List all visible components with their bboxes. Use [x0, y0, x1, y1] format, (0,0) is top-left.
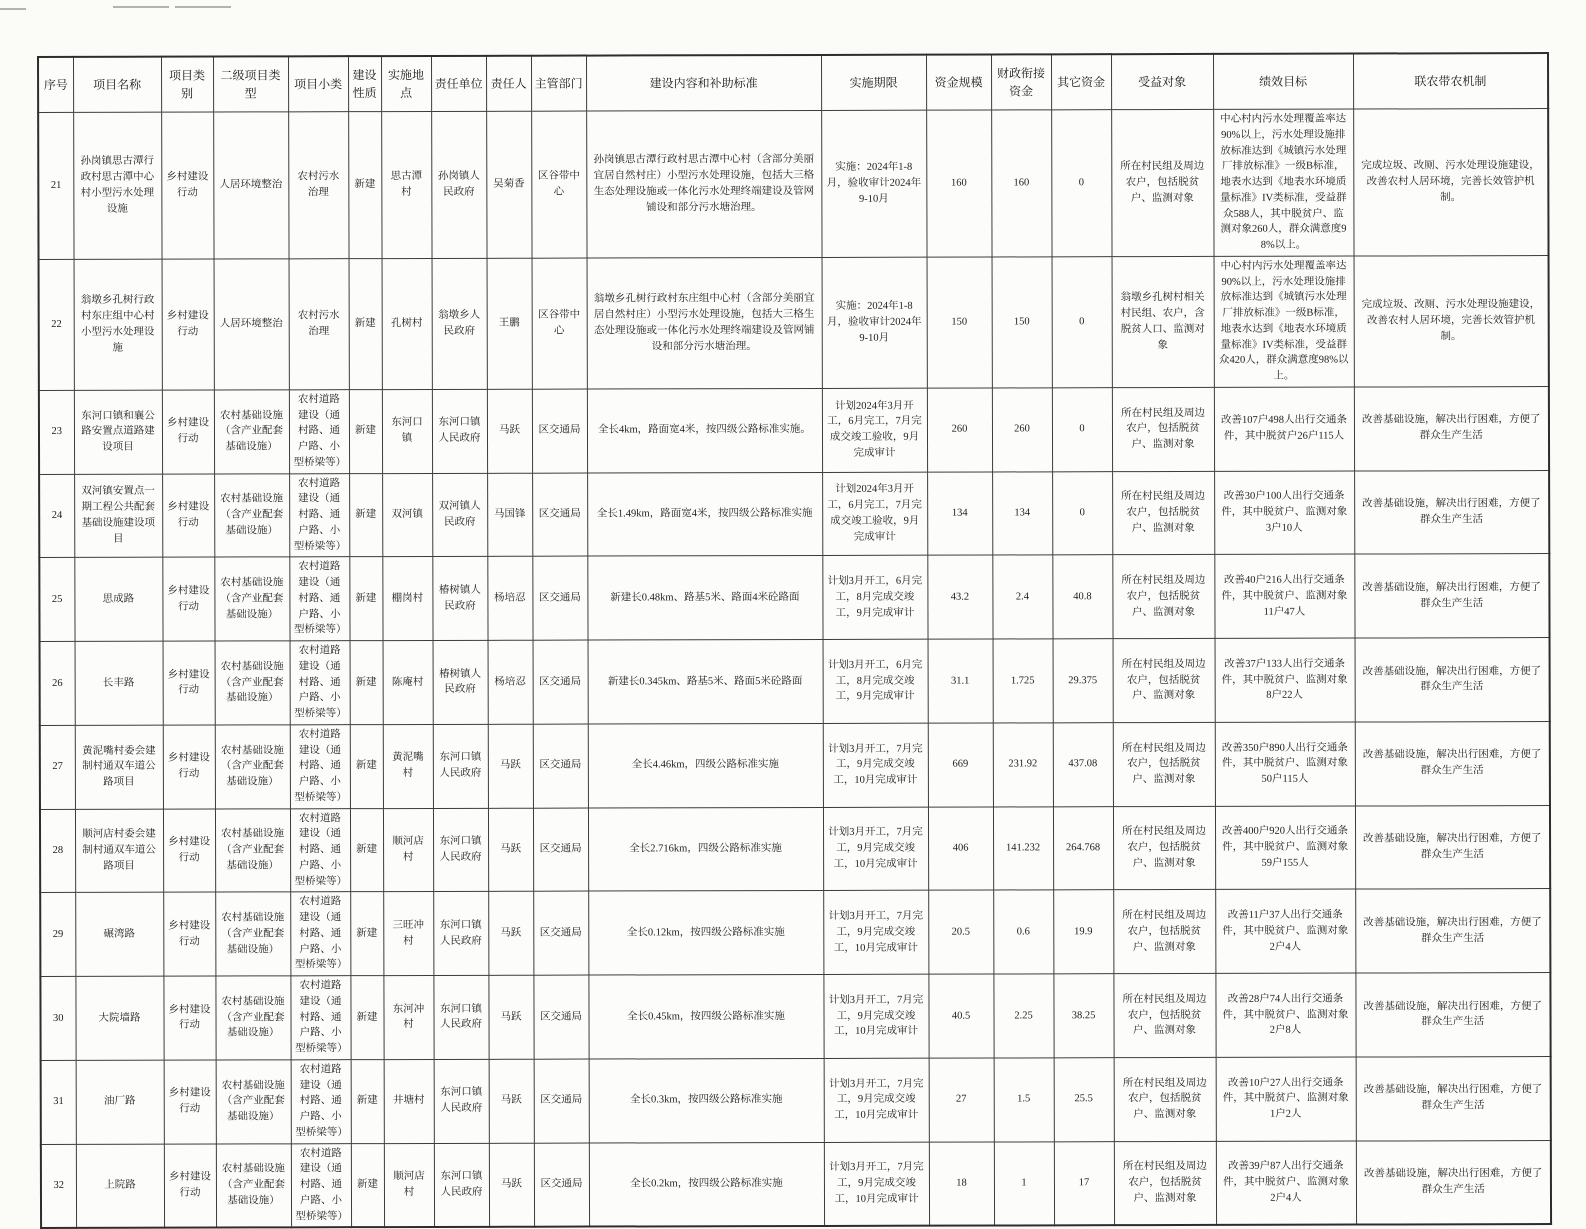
- cell-other-funds: 19.9: [1053, 890, 1113, 974]
- cell-other-funds: 17: [1054, 1141, 1114, 1225]
- cell-subclass: 农村道路建设（通村路、通户路、小型桥梁等）: [289, 557, 349, 641]
- col-header-secondary-type: 二级项目类型: [213, 56, 288, 112]
- cell-subclass: 农村道路建设（通村路、通户路、小型桥梁等）: [289, 473, 349, 557]
- cell-content-standard: 全长0.45km，按四级公路标准实施: [588, 974, 823, 1058]
- cell-responsible-person: 王鹏: [487, 258, 532, 389]
- cell-fiscal-funds: 1.5: [994, 1058, 1054, 1142]
- cell-responsible-person: 马跃: [488, 891, 533, 975]
- cell-responsible-person: 杨培忍: [488, 640, 533, 724]
- cell-category: 乡村建设行动: [162, 259, 214, 390]
- cell-index: 21: [38, 112, 73, 259]
- table-row: [41, 1140, 1551, 1228]
- cell-index: 23: [39, 390, 74, 474]
- cell-location: 顺河店村: [384, 1143, 434, 1227]
- cell-project-name: 大院墙路: [75, 976, 163, 1060]
- col-header-farmer-link-mechanism: 联农带农机制: [1353, 53, 1548, 109]
- cell-category: 乡村建设行动: [163, 641, 215, 725]
- cell-department: 区交通局: [532, 389, 587, 473]
- cell-fiscal-funds: 160: [991, 110, 1051, 257]
- cell-period: 计划3月开工，6月完工，8月完成交竣工，9月完成审计: [823, 639, 928, 723]
- cell-content-standard: 全长0.3km，按四级公路标准实施: [589, 1058, 824, 1142]
- scan-artifact: [175, 6, 231, 8]
- cell-index: 27: [40, 725, 75, 809]
- cell-other-funds: 25.5: [1054, 1057, 1114, 1141]
- cell-responsible-person: 马跃: [488, 975, 533, 1059]
- header-row: [38, 53, 1548, 112]
- cell-content-standard: 新建长0.48km、路基5米、路面4米砼路面: [587, 556, 822, 640]
- cell-funding-total: 31.1: [928, 639, 993, 723]
- cell-project-name: 碾湾路: [75, 892, 163, 976]
- cell-performance-goal: 改善40户216人出行交通条件，其中脱贫户、监测对象11户47人: [1214, 554, 1354, 638]
- cell-department: 区交通局: [533, 808, 588, 892]
- cell-location: 井塘村: [384, 1059, 434, 1143]
- cell-index: 22: [39, 259, 74, 390]
- cell-nature: 新建: [351, 1143, 384, 1227]
- cell-period: 计划3月开工，7月完工，9月完成交竣工，10月完成审计: [824, 1058, 929, 1142]
- cell-period: 计划3月开工，7月完工，9月完成交竣工，10月完成审计: [823, 890, 928, 974]
- cell-funding-total: 20.5: [928, 890, 993, 974]
- cell-fiscal-funds: 1: [994, 1141, 1054, 1225]
- cell-period: 计划2024年3月开工，6月完工，7月完成交竣工验收，9月完成审计: [822, 388, 927, 472]
- cell-project-name: 翁墩乡孔树行政村东庄组中心村小型污水处理设施: [74, 259, 162, 390]
- cell-beneficiaries: 所在村民组及周边农户，包括脱贫户、监测对象: [1112, 387, 1214, 471]
- cell-performance-goal: 改善350户890人出行交通条件，其中脱贫户、监测对象50户115人: [1215, 722, 1355, 806]
- cell-secondary-type: 农村基础设施（含产业配套基础设施）: [215, 725, 290, 809]
- cell-farmer-link-mechanism: 完成垃圾、改厕、污水处理设施建设，改善农村人居环境，完善长效管护机制。: [1353, 109, 1548, 256]
- cell-location: 三旺冲村: [383, 892, 433, 976]
- cell-category: 乡村建设行动: [163, 725, 215, 809]
- cell-period: 计划3月开工，7月完工，9月完成交竣工，10月完成审计: [823, 723, 928, 807]
- cell-content-standard: 新建长0.345km、路基5米、路面5米砼路面: [588, 639, 823, 723]
- cell-performance-goal: 中心村内污水处理覆盖率达90%以上，污水处理设施排放标准达到《城镇污水处理厂排放标准》一级B标准，地表水达到《地表水环境质量标准》IV类标准，受益群众420人，群众满意度98%以上。: [1214, 256, 1354, 387]
- cell-responsible-unit: 东河口镇人民政府: [433, 808, 488, 892]
- cell-beneficiaries: 所在村民组及周边农户，包括脱贫户、监测对象: [1112, 471, 1214, 555]
- cell-responsible-unit: 东河口镇人民政府: [434, 1059, 489, 1143]
- cell-index: 25: [39, 558, 74, 642]
- cell-other-funds: 0: [1051, 110, 1111, 257]
- table-row: [40, 805, 1550, 893]
- cell-other-funds: 38.25: [1053, 974, 1113, 1058]
- cell-location: 棚岗村: [382, 557, 432, 641]
- cell-secondary-type: 农村基础设施（含产业配套基础设施）: [215, 976, 290, 1060]
- cell-category: 乡村建设行动: [164, 1144, 216, 1228]
- cell-subclass: 农村道路建设（通村路、通户路、小型桥梁等）: [290, 641, 350, 725]
- cell-period: 计划2024年3月开工，6月完工，7月完成交竣工验收，9月完成审计: [822, 472, 927, 556]
- cell-farmer-link-mechanism: 改善基础设施，解决出行困难，方便了群众生产生活: [1355, 638, 1550, 722]
- cell-project-name: 顺河店村委会建制村通双车道公路项目: [75, 809, 163, 893]
- col-header-project-name: 项目名称: [73, 57, 161, 113]
- cell-fiscal-funds: 231.92: [993, 723, 1053, 807]
- cell-other-funds: 437.08: [1053, 722, 1113, 806]
- cell-nature: 新建: [350, 892, 383, 976]
- cell-nature: 新建: [349, 557, 382, 641]
- cell-fiscal-funds: 134: [992, 471, 1052, 555]
- cell-department: 区谷带中心: [532, 258, 587, 389]
- scanned-sheet: [37, 52, 1552, 1229]
- cell-index: 29: [40, 893, 75, 977]
- cell-other-funds: 264.768: [1053, 806, 1113, 890]
- col-header-subclass: 项目小类: [288, 56, 348, 112]
- cell-secondary-type: 农村基础设施（含产业配套基础设施）: [214, 390, 289, 474]
- cell-nature: 新建: [349, 389, 382, 473]
- cell-responsible-unit: 翁墩乡人民政府: [432, 258, 487, 389]
- cell-responsible-unit: 东河口镇人民政府: [433, 724, 488, 808]
- col-header-funding-total: 资金规模: [926, 55, 991, 111]
- cell-department: 区交通局: [532, 473, 587, 557]
- cell-farmer-link-mechanism: 改善基础设施，解决出行困难，方便了群众生产生活: [1356, 1140, 1551, 1225]
- cell-responsible-unit: 椿树镇人民政府: [433, 640, 488, 724]
- cell-period: 计划3月开工，7月完工，9月完成交竣工，10月完成审计: [824, 1142, 929, 1227]
- col-header-index: 序号: [38, 57, 73, 113]
- cell-other-funds: 0: [1052, 256, 1112, 387]
- cell-beneficiaries: 所在村民组及周边农户，包括脱贫户、监测对象: [1113, 806, 1215, 890]
- cell-period: 计划3月开工，7月完工，9月完成交竣工，10月完成审计: [823, 974, 928, 1058]
- cell-performance-goal: 改善28户74人出行交通条件，其中脱贫户、监测对象2户8人: [1215, 973, 1355, 1057]
- cell-department: 区交通局: [533, 891, 588, 975]
- cell-secondary-type: 农村基础设施（含产业配套基础设施）: [215, 808, 290, 892]
- cell-content-standard: 全长4km，路面宽4米，按四级公路标准实施。: [587, 388, 822, 472]
- cell-fiscal-funds: 150: [992, 257, 1052, 388]
- cell-farmer-link-mechanism: 完成垃圾、改厕、污水处理设施建设，改善农村人居环境，完善长效管护机制。: [1354, 255, 1549, 387]
- cell-responsible-unit: 双河镇人民政府: [432, 473, 487, 557]
- table-row: [41, 1056, 1551, 1144]
- cell-responsible-person: 马跃: [489, 1143, 534, 1227]
- cell-department: 区谷带中心: [531, 111, 586, 258]
- cell-funding-total: 260: [927, 388, 992, 472]
- cell-content-standard: 翁墩乡孔树行政村东庄组中心村（含部分美丽宜居自然村庄）小型污水处理设施，包括大三格生态处理设施或一体化污水处理终端建设及管网铺设和部分污水塘治理。: [587, 257, 822, 389]
- cell-beneficiaries: 所在村民组及周边农户，包括脱贫户、监测对象: [1113, 973, 1215, 1057]
- cell-department: 区交通局: [533, 640, 588, 724]
- cell-beneficiaries: 所在村民组及周边农户，包括脱贫户、监测对象: [1111, 109, 1213, 256]
- table-row: [40, 721, 1550, 809]
- table-row: [40, 638, 1550, 726]
- cell-nature: 新建: [348, 112, 381, 259]
- cell-category: 乡村建设行动: [163, 809, 215, 893]
- cell-nature: 新建: [349, 258, 382, 389]
- cell-secondary-type: 农村基础设施（含产业配套基础设施）: [215, 892, 290, 976]
- cell-subclass: 农村污水治理: [288, 112, 348, 259]
- cell-nature: 新建: [350, 976, 383, 1060]
- cell-beneficiaries: 所在村民组及周边农户，包括脱贫户、监测对象: [1112, 555, 1214, 639]
- cell-farmer-link-mechanism: 改善基础设施，解决出行困难，方便了群众生产生活: [1355, 805, 1550, 889]
- cell-fiscal-funds: 260: [992, 388, 1052, 472]
- cell-location: 黄泥嘴村: [383, 724, 433, 808]
- cell-farmer-link-mechanism: 改善基础设施，解决出行困难，方便了群众生产生活: [1355, 973, 1550, 1057]
- table-row: [38, 109, 1548, 260]
- cell-index: 30: [40, 976, 75, 1060]
- cell-funding-total: 406: [928, 806, 993, 890]
- cell-other-funds: 40.8: [1052, 555, 1112, 639]
- col-header-category: 项目类别: [161, 57, 213, 113]
- cell-subclass: 农村道路建设（通村路、通户路、小型桥梁等）: [291, 1143, 351, 1227]
- cell-subclass: 农村道路建设（通村路、通户路、小型桥梁等）: [290, 892, 350, 976]
- cell-content-standard: 全长0.12km，按四级公路标准实施: [588, 891, 823, 975]
- cell-performance-goal: 改善10户27人出行交通条件，其中脱贫户、监测对象1户2人: [1216, 1057, 1356, 1141]
- cell-content-standard: 全长1.49km，路面宽4米，按四级公路标准实施: [587, 472, 822, 556]
- cell-category: 乡村建设行动: [163, 892, 215, 976]
- cell-responsible-person: 马跃: [487, 389, 532, 473]
- col-header-fiscal-funds: 财政衔接资金: [991, 54, 1051, 110]
- scan-artifact: [0, 8, 26, 10]
- cell-beneficiaries: 所在村民组及周边农户，包括脱贫户、监测对象: [1114, 1057, 1216, 1141]
- cell-performance-goal: 改善37户133人出行交通条件，其中脱贫户、监测对象8户22人: [1215, 638, 1355, 722]
- cell-index: 32: [41, 1144, 76, 1228]
- col-header-responsible-person: 责任人: [486, 56, 531, 112]
- cell-funding-total: 669: [928, 723, 993, 807]
- cell-subclass: 农村道路建设（通村路、通户路、小型桥梁等）: [289, 389, 349, 473]
- cell-department: 区交通局: [532, 556, 587, 640]
- cell-subclass: 农村道路建设（通村路、通户路、小型桥梁等）: [291, 1059, 351, 1143]
- cell-beneficiaries: 所在村民组及周边农户，包括脱贫户、监测对象: [1114, 1141, 1216, 1226]
- cell-content-standard: 全长4.46km，四级公路标准实施: [588, 723, 823, 807]
- col-header-responsible-unit: 责任单位: [431, 56, 486, 112]
- cell-farmer-link-mechanism: 改善基础设施，解决出行困难，方便了群众生产生活: [1354, 470, 1549, 554]
- cell-fiscal-funds: 2.4: [992, 555, 1052, 639]
- cell-category: 乡村建设行动: [162, 474, 214, 558]
- cell-nature: 新建: [351, 1059, 384, 1143]
- table-row: [40, 889, 1550, 977]
- scan-artifact: [113, 6, 169, 8]
- cell-performance-goal: 中心村内污水处理覆盖率达90%以上，污水处理设施排放标准达到《城镇污水处理厂排放标准》一级B标准，地表水达到《地表水环境质量标准》IV类标准，受益群众588人，其中脱贫户、监测对象260人，群众满意度98%以上。: [1213, 109, 1353, 256]
- cell-secondary-type: 农村基础设施（含产业配套基础设施）: [214, 473, 289, 557]
- cell-location: 孔树村: [382, 258, 432, 389]
- cell-responsible-person: 马跃: [489, 1059, 534, 1143]
- cell-responsible-unit: 东河口镇人民政府: [433, 975, 488, 1059]
- cell-category: 乡村建设行动: [164, 1060, 216, 1144]
- cell-subclass: 农村道路建设（通村路、通户路、小型桥梁等）: [290, 808, 350, 892]
- cell-project-name: 思成路: [74, 557, 162, 641]
- col-header-nature: 建设性质: [348, 56, 381, 112]
- cell-responsible-unit: 东河口镇人民政府: [434, 1143, 489, 1227]
- cell-location: 东河冲村: [383, 975, 433, 1059]
- cell-beneficiaries: 所在村民组及周边农户，包括脱贫户、监测对象: [1113, 890, 1215, 974]
- cell-secondary-type: 人居环境整治: [214, 259, 289, 390]
- cell-project-name: 上院路: [76, 1144, 164, 1228]
- project-table: [37, 52, 1552, 1229]
- cell-project-name: 黄泥嘴村委会建制村通双车道公路项目: [75, 725, 163, 809]
- cell-index: 28: [40, 809, 75, 893]
- cell-department: 区交通局: [534, 1143, 589, 1227]
- cell-index: 24: [39, 474, 74, 558]
- table-row: [39, 386, 1549, 474]
- cell-responsible-unit: 东河口镇人民政府: [432, 389, 487, 473]
- table-row: [40, 973, 1550, 1061]
- cell-project-name: 油厂路: [76, 1060, 164, 1144]
- cell-farmer-link-mechanism: 改善基础设施，解决出行困难，方便了群众生产生活: [1354, 554, 1549, 638]
- cell-subclass: 农村道路建设（通村路、通户路、小型桥梁等）: [290, 976, 350, 1060]
- cell-category: 乡村建设行动: [162, 557, 214, 641]
- cell-other-funds: 0: [1052, 387, 1112, 471]
- cell-index: 31: [41, 1060, 76, 1144]
- cell-subclass: 农村污水治理: [289, 258, 349, 389]
- cell-fiscal-funds: 0.6: [993, 890, 1053, 974]
- cell-content-standard: 全长2.716km，四级公路标准实施: [588, 807, 823, 891]
- cell-farmer-link-mechanism: 改善基础设施，解决出行困难，方便了群众生产生活: [1354, 386, 1549, 470]
- cell-beneficiaries: 翁墩乡孔树村相关村民组、农户，含脱贫人口、监测对象: [1112, 256, 1214, 387]
- cell-project-name: 长丰路: [75, 641, 163, 725]
- cell-performance-goal: 改善39户87人出行交通条件，其中脱贫户、监测对象2户4人: [1216, 1141, 1356, 1226]
- cell-secondary-type: 农村基础设施（含产业配套基础设施）: [215, 641, 290, 725]
- cell-funding-total: 43.2: [927, 555, 992, 639]
- cell-fiscal-funds: 2.25: [993, 974, 1053, 1058]
- cell-responsible-unit: 椿树镇人民政府: [432, 557, 487, 641]
- col-header-performance-goal: 绩效目标: [1213, 54, 1353, 110]
- cell-period: 实施：2024年1-8月，验收审计2024年9-10月: [822, 257, 927, 388]
- cell-performance-goal: 改善30户100人出行交通条件，其中脱贫户、监测对象3户10人: [1214, 471, 1354, 555]
- cell-department: 区交通局: [533, 975, 588, 1059]
- cell-period: 计划3月开工，7月完工，9月完成交竣工，10月完成审计: [823, 807, 928, 891]
- cell-project-name: 双河镇安置点一期工程公共配套基础设施建设项目: [74, 474, 162, 558]
- cell-nature: 新建: [350, 724, 383, 808]
- cell-beneficiaries: 所在村民组及周边农户，包括脱贫户、监测对象: [1113, 722, 1215, 806]
- cell-department: 区交通局: [533, 724, 588, 808]
- cell-farmer-link-mechanism: 改善基础设施，解决出行困难，方便了群众生产生活: [1355, 889, 1550, 973]
- cell-funding-total: 134: [927, 472, 992, 556]
- cell-location: 思古潭村: [381, 111, 431, 258]
- col-header-location: 实施地点: [381, 56, 431, 112]
- table-body: [38, 109, 1551, 1229]
- table-row: [39, 554, 1549, 642]
- cell-responsible-person: 马跃: [488, 808, 533, 892]
- cell-funding-total: 150: [927, 257, 992, 388]
- cell-secondary-type: 人居环境整治: [213, 112, 288, 259]
- cell-secondary-type: 农村基础设施（含产业配套基础设施）: [214, 557, 289, 641]
- cell-responsible-unit: 孙岗镇人民政府: [431, 111, 486, 258]
- cell-fiscal-funds: 1.725: [993, 639, 1053, 723]
- cell-location: 东河口镇: [382, 389, 432, 473]
- cell-performance-goal: 改善11户37人出行交通条件，其中脱贫户、监测对象2户4人: [1215, 889, 1355, 973]
- cell-farmer-link-mechanism: 改善基础设施，解决出行困难，方便了群众生产生活: [1355, 721, 1550, 805]
- cell-location: 陈庵村: [383, 640, 433, 724]
- cell-funding-total: 40.5: [928, 974, 993, 1058]
- col-header-period: 实施期限: [821, 55, 926, 111]
- col-header-department: 主管部门: [531, 56, 586, 112]
- cell-responsible-person: 吴菊香: [486, 111, 531, 258]
- cell-responsible-person: 马国锋: [487, 473, 532, 557]
- cell-project-name: 孙岗镇思古潭行政村思古潭中心村小型污水处理设施: [73, 112, 161, 259]
- cell-location: 顺河店村: [383, 808, 433, 892]
- cell-department: 区交通局: [534, 1059, 589, 1143]
- table-row: [39, 255, 1549, 390]
- table-row: [39, 470, 1549, 558]
- col-header-beneficiaries: 受益对象: [1111, 54, 1213, 110]
- cell-responsible-person: 杨培忍: [487, 556, 532, 640]
- cell-responsible-unit: 东河口镇人民政府: [433, 892, 488, 976]
- cell-index: 26: [40, 641, 75, 725]
- cell-funding-total: 18: [929, 1141, 994, 1225]
- cell-funding-total: 27: [929, 1058, 994, 1142]
- cell-farmer-link-mechanism: 改善基础设施，解决出行困难，方便了群众生产生活: [1356, 1056, 1551, 1140]
- cell-content-standard: 全长0.2km，按四级公路标准实施: [589, 1142, 824, 1227]
- col-header-content-standard: 建设内容和补助标准: [586, 55, 821, 111]
- cell-period: 计划3月开工，6月完工，8月完成交竣工，9月完成审计: [822, 555, 927, 639]
- cell-performance-goal: 改善107户498人出行交通条件，其中脱贫户26户115人: [1214, 387, 1354, 471]
- cell-category: 乡村建设行动: [161, 112, 213, 259]
- col-header-other-funds: 其它资金: [1051, 54, 1111, 110]
- cell-nature: 新建: [350, 641, 383, 725]
- cell-nature: 新建: [350, 808, 383, 892]
- cell-fiscal-funds: 141.232: [993, 806, 1053, 890]
- cell-nature: 新建: [349, 473, 382, 557]
- cell-category: 乡村建设行动: [162, 390, 214, 474]
- cell-category: 乡村建设行动: [163, 976, 215, 1060]
- cell-project-name: 东河口镇和襄公路安置点道路建设项目: [74, 390, 162, 474]
- cell-period: 实施：2024年1-8月，验收审计2024年9-10月: [821, 110, 926, 257]
- cell-content-standard: 孙岗镇思古潭行政村思古潭中心村（含部分美丽宜居自然村庄）小型污水处理设施，包括大三格生态处理设施或一体化污水处理终端建设及管网铺设和部分污水塘治理。: [586, 110, 821, 257]
- cell-funding-total: 160: [926, 110, 991, 257]
- cell-beneficiaries: 所在村民组及周边农户，包括脱贫户、监测对象: [1113, 638, 1215, 722]
- cell-subclass: 农村道路建设（通村路、通户路、小型桥梁等）: [290, 724, 350, 808]
- cell-location: 双河镇: [382, 473, 432, 557]
- cell-secondary-type: 农村基础设施（含产业配套基础设施）: [216, 1060, 291, 1144]
- cell-responsible-person: 马跃: [488, 724, 533, 808]
- cell-performance-goal: 改善400户920人出行交通条件，其中脱贫户、监测对象59户155人: [1215, 806, 1355, 890]
- cell-other-funds: 29.375: [1053, 639, 1113, 723]
- cell-other-funds: 0: [1052, 471, 1112, 555]
- cell-secondary-type: 农村基础设施（含产业配套基础设施）: [216, 1143, 291, 1227]
